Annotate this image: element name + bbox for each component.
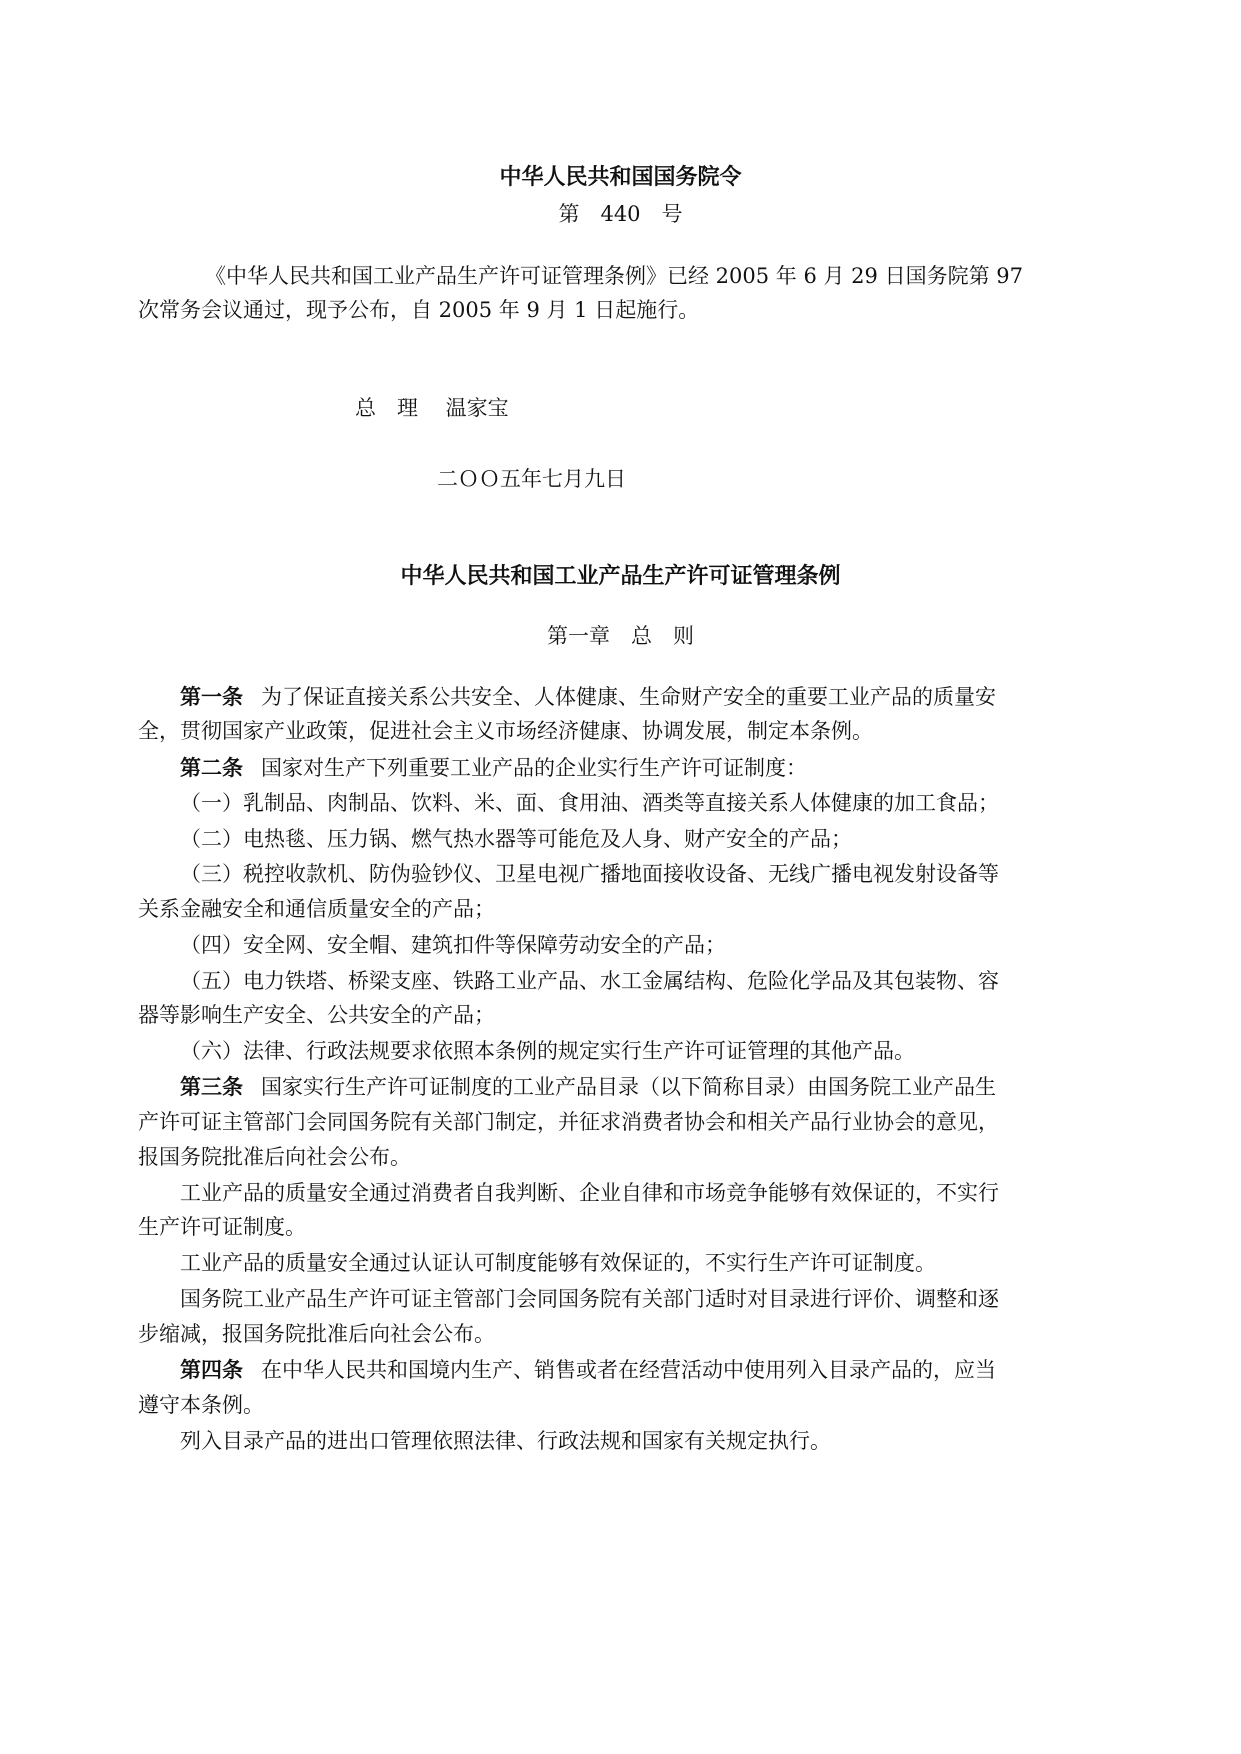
article-2-item-1: （一）乳制品、肉制品、饮料、米、面、食用油、酒类等直接关系人体健康的加工食品； <box>180 791 999 815</box>
decree-number: 第 440 号 <box>558 202 683 226</box>
decree-intro-line-2: 次常务会议通过，现予公布，自 2005 年 9 月 1 日起施行。 <box>138 298 700 322</box>
article-3-para-2-line-2: 生产许可证制度。 <box>138 1215 306 1239</box>
article-1-number: 第一条 <box>180 685 243 709</box>
article-3-line-3: 报国务院批准后向社会公布。 <box>138 1145 411 1169</box>
article-3-line-1 <box>180 1072 996 1102</box>
article-1-line-1 <box>180 682 996 712</box>
article-3-para-4-line-2: 步缩减，报国务院批准后向社会公布。 <box>138 1322 495 1346</box>
article-3-para-2-line-1: 工业产品的质量安全通过消费者自我判断、企业自律和市场竞争能够有效保证的，不实行 <box>180 1181 999 1205</box>
article-3-number: 第三条 <box>180 1075 243 1099</box>
article-1-text: 为了保证直接关系公共安全、人体健康、生命财产安全的重要工业产品的质量安 <box>261 685 996 709</box>
decree-date: 二ＯＯ五年七月九日 <box>437 467 626 491</box>
article-2-item-5-line-2: 器等影响生产安全、公共安全的产品； <box>138 1003 495 1027</box>
decree-title: 中华人民共和国国务院令 <box>499 165 742 190</box>
article-3-text: 国家实行生产许可证制度的工业产品目录（以下简称目录）由国务院工业产品生 <box>261 1075 996 1099</box>
article-2-item-5-line-1: （五）电力铁塔、桥梁支座、铁路工业产品、水工金属结构、危险化学品及其包装物、容 <box>180 969 999 993</box>
decree-signature: 总 理 温家宝 <box>355 396 509 420</box>
article-2-item-2: （二）电热毯、压力锅、燃气热水器等可能危及人身、财产安全的产品； <box>180 827 852 851</box>
article-2-line-1 <box>180 753 807 783</box>
regulation-title: 中华人民共和国工业产品生产许可证管理条例 <box>400 564 841 589</box>
article-2-item-4: （四）安全网、安全帽、建筑扣件等保障劳动安全的产品； <box>180 933 726 957</box>
article-4-para-2: 列入目录产品的进出口管理依照法律、行政法规和国家有关规定执行。 <box>180 1429 831 1453</box>
article-3-line-2: 产许可证主管部门会同国务院有关部门制定，并征求消费者协会和相关产品行业协会的意见， <box>138 1110 999 1134</box>
article-4-text: 在中华人民共和国境内生产、销售或者在经营活动中使用列入目录产品的，应当 <box>261 1358 996 1382</box>
decree-intro-line-1: 《中华人民共和国工业产品生产许可证管理条例》已经 2005 年 6 月 29 日国务院第 97 <box>205 264 1023 288</box>
article-4-number: 第四条 <box>180 1358 243 1382</box>
article-1-line-2: 全，贯彻国家产业政策，促进社会主义市场经济健康、协调发展，制定本条例。 <box>138 719 873 743</box>
chapter-heading: 第一章 总 则 <box>547 624 694 648</box>
article-2-number: 第二条 <box>180 756 243 780</box>
article-2-item-3-line-2: 关系金融安全和通信质量安全的产品； <box>138 897 495 921</box>
article-3-para-4-line-1: 国务院工业产品生产许可证主管部门会同国务院有关部门适时对目录进行评价、调整和逐 <box>180 1287 999 1311</box>
article-2-text: 国家对生产下列重要工业产品的企业实行生产许可证制度： <box>261 756 807 780</box>
article-4-line-2: 遵守本条例。 <box>138 1393 264 1417</box>
article-3-para-3: 工业产品的质量安全通过认证认可制度能够有效保证的，不实行生产许可证制度。 <box>180 1251 936 1275</box>
article-2-item-3-line-1: （三）税控收款机、防伪验钞仪、卫星电视广播地面接收设备、无线广播电视发射设备等 <box>180 862 999 886</box>
article-2-item-6: （六）法律、行政法规要求依照本条例的规定实行生产许可证管理的其他产品。 <box>180 1039 915 1063</box>
article-4-line-1 <box>180 1355 996 1385</box>
